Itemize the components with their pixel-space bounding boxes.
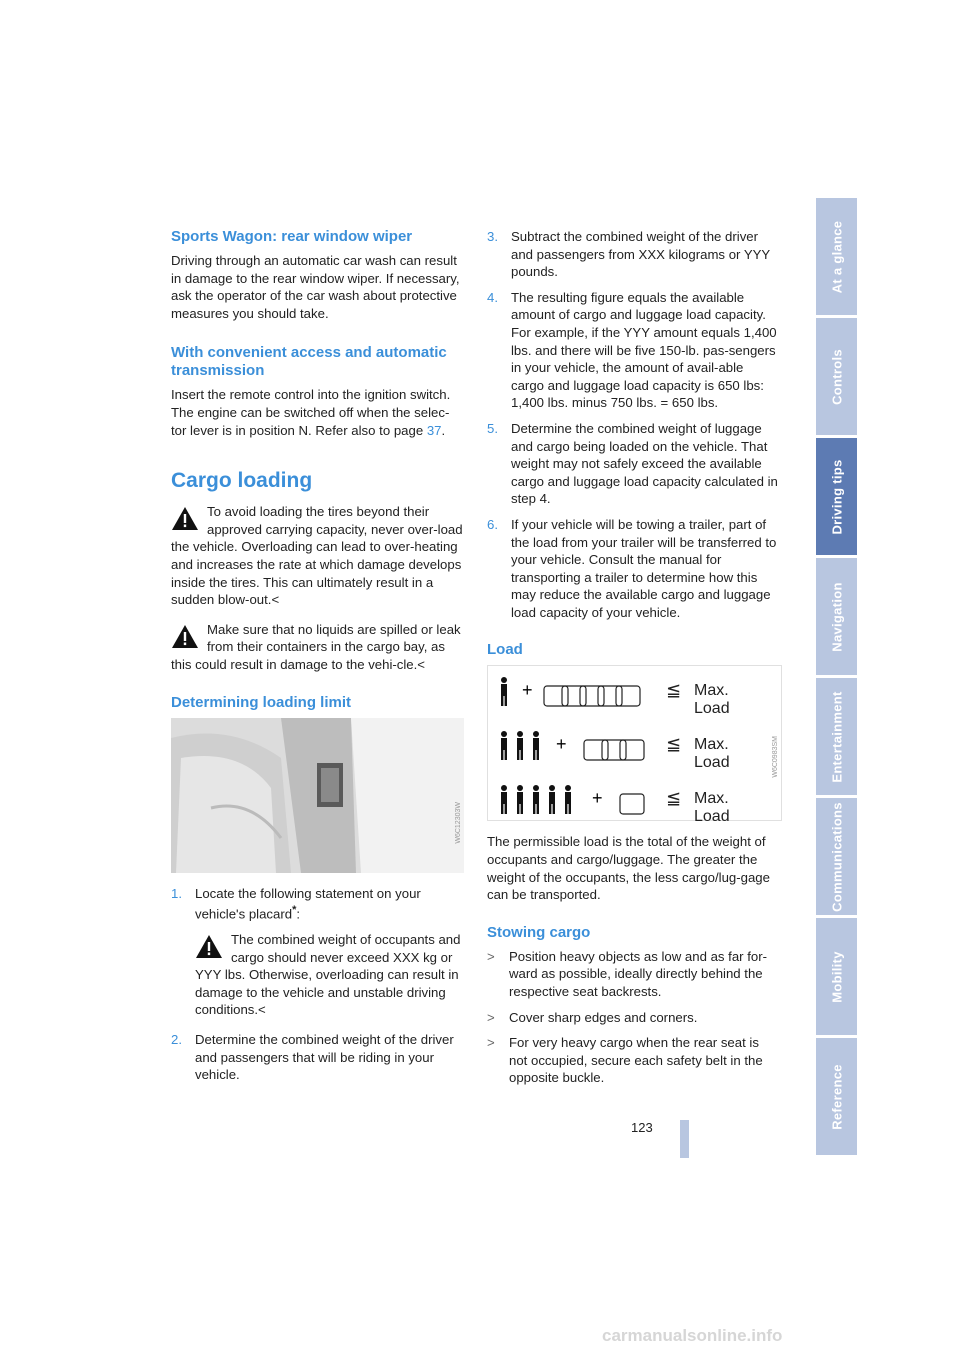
step-6: 6. If your vehicle will be towing a trailer, part of the load from your trailer will be transferred to your vehicle. Consult the manual for transporting a trailer to determine how this may reduce the available cargo and luggage load capacity of your vehicle. xyxy=(487,516,777,620)
warning-liquids: Make sure that no liquids are spilled or leak from their containers in the cargo bay, as this could result in damage to the vehi-cle.< xyxy=(171,621,461,672)
heading-load: Load xyxy=(487,641,523,659)
list-item: > Cover sharp edges and corners. xyxy=(487,1009,698,1025)
load-row-1 xyxy=(494,674,767,718)
warning-placard: The combined weight of occupants and cargo should never exceed XXX kg or YYY lbs. Otherwise, overloading can result in damage to the vehicle and unstable driving conditions.< xyxy=(195,932,461,1018)
placard-photo xyxy=(171,718,464,873)
load-diagram xyxy=(487,665,782,826)
page-marker-bar xyxy=(680,1120,689,1158)
warning-icon xyxy=(195,933,223,959)
max-load-label-2: Max. Load xyxy=(694,736,730,772)
people-cargo-icon xyxy=(494,728,664,764)
para-load: The permissible load is the total of the weight of occupants and cargo/luggage. The greater the weight of the occupants, the less cargo/lug-gage can be transported. xyxy=(487,834,770,903)
stowing-list xyxy=(487,948,780,1087)
max-load-label-1: Max. Load xyxy=(694,682,730,718)
photo-code: W6C12303W xyxy=(455,801,462,844)
left-column xyxy=(171,228,464,1092)
tab-mobility[interactable]: Mobility xyxy=(816,918,857,1038)
step-5: 5. Determine the combined weight of luggage and cargo being loaded on the vehicle. That weight may not safely exceed the available cargo and luggage load capacity calculated in step 4. xyxy=(487,420,778,507)
tab-reference[interactable]: Reference xyxy=(816,1038,857,1158)
tab-at-a-glance[interactable]: At a glance xyxy=(816,198,857,318)
tab-entertainment[interactable]: Entertainment xyxy=(816,678,857,798)
step-1: 1. Locate the following statement on your vehicle's placard*: xyxy=(171,885,421,922)
people-cargo-icon xyxy=(494,674,664,710)
heading-stowing-cargo: Stowing cargo xyxy=(487,923,591,941)
warning-icon xyxy=(171,623,199,649)
para-rear-wiper: Driving through an automatic car wash can result in damage to the rear window wiper. If necessary, ask the operator of the car wash about protective measures you should take. xyxy=(171,253,460,321)
heading-loading-limit: Determining loading limit xyxy=(171,693,352,711)
footer-watermark: carmanualsonline.info xyxy=(602,1326,783,1345)
tab-driving-tips[interactable]: Driving tips xyxy=(816,438,857,558)
list-item: > For very heavy cargo when the rear seat is not occupied, secure each safety belt in the opposite buckle. xyxy=(487,1035,763,1086)
heading-cargo-loading: Cargo loading xyxy=(171,469,313,493)
lte-symbol-1: ≦ xyxy=(666,680,682,701)
tab-controls[interactable]: Controls xyxy=(816,318,857,438)
max-load-label-3: Max. Load xyxy=(694,790,730,826)
list-item: > Position heavy objects as low and as far for-ward as possible, ideally directly behind the respective seat backrests. xyxy=(487,948,768,1000)
load-row-2 xyxy=(494,728,767,772)
tab-communications[interactable]: Communications xyxy=(816,798,857,918)
load-row-3 xyxy=(494,782,767,826)
diagram-code: W6C0983SM xyxy=(772,736,779,779)
seat-placard-image xyxy=(171,718,464,873)
step-2: 2. Determine the combined weight of the driver and passengers that will be riding in your vehicle. xyxy=(171,1032,454,1083)
right-column xyxy=(487,228,780,1095)
asterisk-note: * xyxy=(292,904,297,917)
steps-list-left-2 xyxy=(171,1031,464,1084)
steps-list-left xyxy=(171,885,464,924)
page-number: 123 xyxy=(631,1120,653,1135)
people-cargo-icon xyxy=(494,782,664,818)
svg-text:+: + xyxy=(556,734,567,755)
svg-text:+: + xyxy=(522,680,533,701)
steps-list-right xyxy=(487,228,780,621)
heading-convenient-access: With convenient access and automatic transmission xyxy=(171,344,447,380)
lte-symbol-3: ≦ xyxy=(666,788,682,809)
tab-navigation[interactable]: Navigation xyxy=(816,558,857,678)
page-link-37[interactable]: 37 xyxy=(426,422,442,438)
step-3: 3. Subtract the combined weight of the driver and passengers from XXX kilograms or YYY pounds. xyxy=(487,229,770,280)
heading-rear-wiper: Sports Wagon: rear window wiper xyxy=(171,228,413,245)
lte-symbol-2: ≦ xyxy=(666,734,682,755)
svg-text:+: + xyxy=(592,788,603,809)
warning-overload: To avoid loading the tires beyond their approved carrying capacity, never over-load the vehicle. Overloading can lead to over-heating and increases the rate at which damage develops inside the tires. This can ultimately result in a sudden blow-out.< xyxy=(171,504,463,608)
step-4: 4. The resulting figure equals the available amount of cargo and luggage load capacity. For example, if the YYY amount equals 1,400 lbs. and there will be five 150-lb. pas-sengers in your vehicle, the amount of avail-able cargo and luggage load capacity is 650 lbs: 1,400 lbs. minus 750 lbs. = 650 lbs. xyxy=(487,289,777,411)
para-access-2: The engine can be switched off when the selec-tor lever is in position N. Refer also to page 37. xyxy=(171,404,450,438)
para-access-1: Insert the remote control into the ignition switch. xyxy=(171,387,451,403)
chapter-tabs xyxy=(816,198,857,1158)
warning-icon xyxy=(171,505,199,531)
